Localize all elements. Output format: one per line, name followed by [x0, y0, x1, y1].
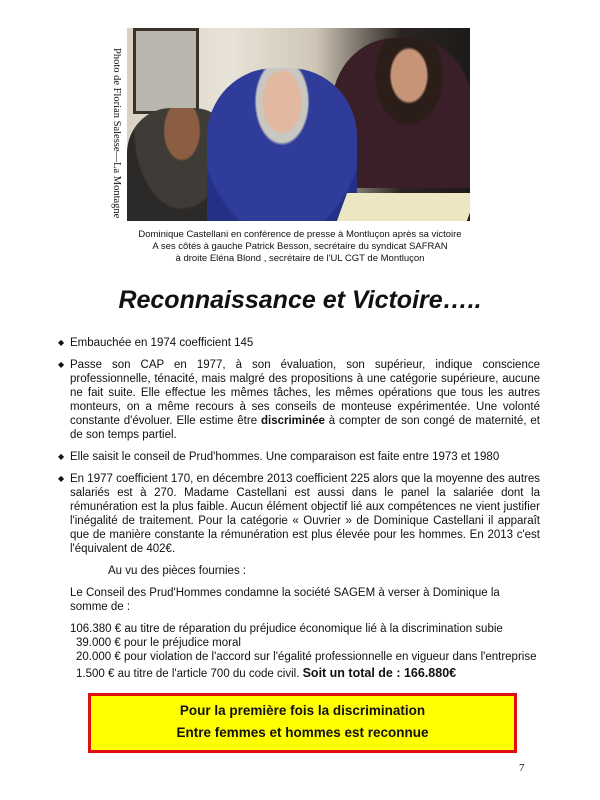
- diamond-bullet-icon: ◆: [58, 338, 65, 347]
- emphasis-text: discriminée: [260, 415, 325, 427]
- article-body: [58, 336, 540, 775]
- highlight-box: [88, 693, 517, 753]
- list-item: [58, 472, 540, 556]
- conseil-text: Le Conseil des Prud'Hommes condamne la société SAGEM à verser à Dominique la somme de :: [70, 587, 500, 613]
- amount-line: [58, 666, 540, 681]
- press-conference-photo: [127, 28, 470, 221]
- amount-line: 39.000 € pour le préjudice moral: [76, 637, 241, 649]
- list-item: [58, 358, 540, 442]
- diamond-bullet-icon: ◆: [58, 360, 65, 369]
- highlight-line: Pour la première fois la discrimination: [179, 703, 426, 718]
- diamond-bullet-icon: ◆: [58, 474, 65, 483]
- amount-text: 1.500 € au titre de l'article 700 du code civil.: [76, 668, 300, 680]
- amount-line: 20.000 € pour violation de l'accord sur l'égalité professionnelle en vigueur dans l'entreprise: [76, 651, 537, 663]
- list-item-text: Embauchée en 1974 coefficient 145: [70, 337, 254, 349]
- highlight-line: Entre femmes et hommes est reconnue: [176, 725, 429, 740]
- list-item-text: à compter de son congé de maternité, et de son temps partiel.: [70, 415, 540, 441]
- amount-line: 106.380 € au titre de réparation du préjudice économique lié à la discrimination subie: [70, 623, 503, 635]
- caption-line: à droite Eléna Blond , secrétaire de l'UL CGT de Montluçon: [175, 253, 425, 264]
- caption-line: A ses côtés à gauche Patrick Besson, secrétaire du syndicat SAFRAN: [152, 241, 448, 252]
- list-item: [58, 336, 540, 350]
- list-item-text: En 1977 coefficient 170, en décembre 2013 coefficient 225 alors que la moyenne des autres salariés est à 270. Madame Castellani est aussi dans le panel la salariée dont la rémunération est la plus faible. Aucun élément objectif lié aux compétences ne vient justifier l'inégalité de traitement. Pour la catégorie « Ouvrier » de Dominique Castellani il apparaît que de manière constante la rémunération est plus élevée pour les hommes. En 2013 c'est l'équivalent de 402€.: [70, 473, 540, 555]
- photo-credit-text: Photo de Florian Salesse—La Montagne: [111, 48, 122, 219]
- list-item-text: Elle saisit le conseil de Prud'hommes. Une comparaison est faite entre 1973 et 1980: [70, 451, 500, 463]
- caption-line: Dominique Castellani en conférence de presse à Montluçon après sa victoire: [138, 229, 462, 240]
- page-title: Reconnaissance et Victoire…..: [118, 286, 482, 314]
- list-item: [58, 450, 540, 464]
- total-amount: Soit un total de : 166.880€: [302, 666, 457, 680]
- diamond-bullet-icon: ◆: [58, 452, 65, 461]
- pieces-text: Au vu des pièces fournies :: [108, 565, 247, 577]
- page-number: 7: [519, 762, 525, 774]
- photo-caption: [100, 229, 500, 265]
- photo-credit: [108, 48, 122, 218]
- list-item-text: Passe son CAP en 1977, à son évaluation, son supérieur, indique conscience professionnelle, ténacité, mais malgré des propositions à une catégorie supérieure, aucune ne fait suite. Elle effectue les mêmes tâches, les mêmes opérations que tous les autres monteurs, on a même recours à ses conseils de monteuse expérimentée. Une volonté constante d'évoluer. Elle estime être: [70, 359, 540, 427]
